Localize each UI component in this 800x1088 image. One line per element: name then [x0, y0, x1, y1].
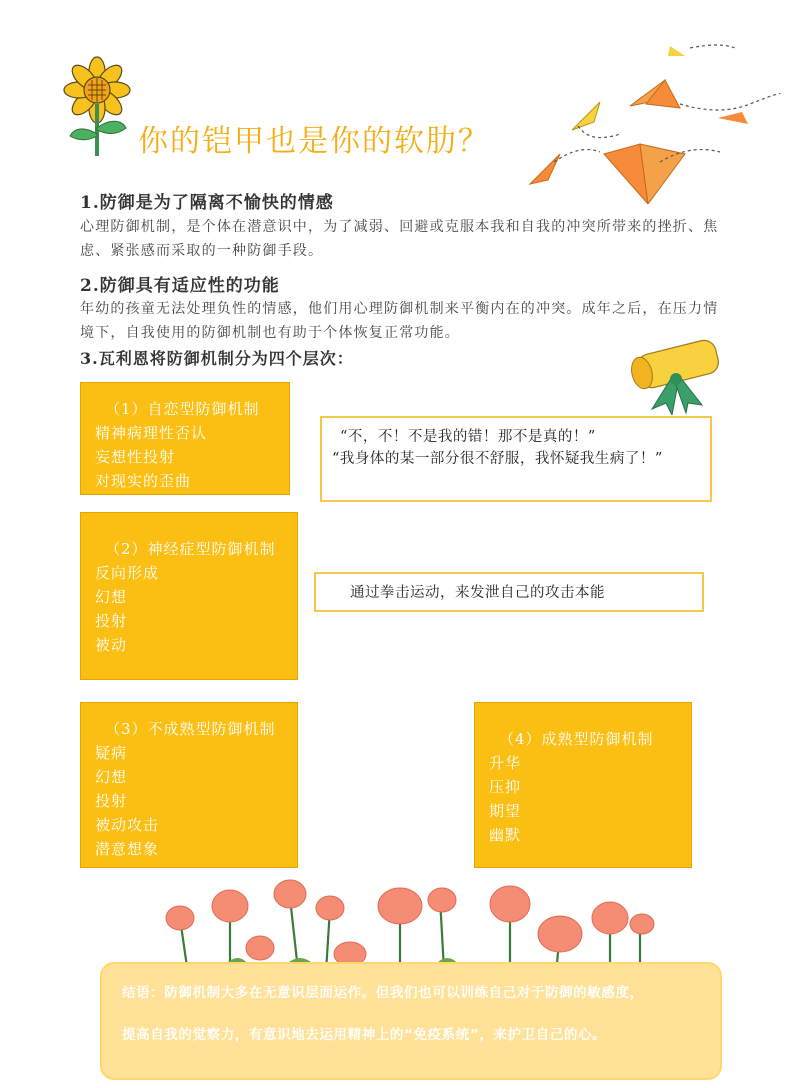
section-1-heading: 1.防御是为了隔离不愉快的情感: [80, 193, 334, 213]
level-item: 妄想性投射: [95, 448, 176, 466]
quote-line: “我身体的某一部分很不舒服，我怀疑我生病了！”: [332, 451, 663, 467]
level-item: 对现实的歪曲: [95, 472, 192, 490]
section-2-text: 年幼的孩童无法处理负性的情感，他们用心理防御机制来平衡内在的冲突。成年之后，在压力情境下，自我使用的防御机制也有助于个体恢复正常功能。: [80, 301, 719, 341]
level-item: 幽默: [489, 826, 522, 844]
level-title: （1）自恋型防御机制: [105, 400, 260, 418]
level-title: （4）成熟型防御机制: [499, 730, 654, 748]
quote-line: 通过拳击运动，来发泄自己的攻击本能: [350, 585, 605, 601]
level-item: 精神病理性否认: [95, 424, 208, 442]
level-title: （2）神经症型防御机制: [105, 540, 276, 558]
section-1-text: 心理防御机制，是个体在潜意识中，为了减弱、回避或克服本我和自我的冲突所带来的挫折、焦虑、紧张感而采取的一种防御手段。: [80, 219, 719, 259]
level-item: 升华: [489, 754, 522, 772]
page-title: 你的铠甲也是你的软肋？: [138, 124, 490, 159]
level-item: 潜意想象: [95, 840, 160, 858]
level-1-box: [80, 382, 290, 495]
quote-box-1: [320, 416, 712, 502]
level-item: 幻想: [95, 588, 128, 606]
conclusion-line-2: 提高自我的觉察力，有意识地去运用精神上的“免疫系统”，来护卫自己的心。: [122, 1027, 607, 1043]
quote-box-2: [314, 572, 704, 612]
level-item: 幻想: [95, 768, 128, 786]
scroll-icon: [628, 333, 728, 415]
level-item: 压抑: [489, 778, 522, 796]
level-item: 投射: [95, 792, 128, 810]
level-item: 疑病: [95, 744, 128, 762]
level-item: 反向形成: [95, 564, 160, 582]
level-2-box: [80, 512, 298, 680]
level-4-box: [474, 702, 692, 868]
paper-plane-icon: [520, 34, 790, 204]
level-item: 被动攻击: [95, 816, 160, 834]
level-item: 投射: [95, 612, 128, 630]
conclusion-box: [100, 962, 722, 1080]
sunflower-icon: [62, 56, 132, 160]
section-3-heading: 3.瓦利恩将防御机制分为四个层次：: [80, 349, 354, 368]
quote-line: “不，不！不是我的错！那不是真的！”: [340, 429, 596, 445]
level-item: 被动: [95, 636, 128, 654]
level-title: （3）不成熟型防御机制: [105, 720, 276, 738]
level-3-box: [80, 702, 298, 868]
level-item: 期望: [489, 802, 522, 820]
section-2-heading: 2.防御具有适应性的功能: [80, 276, 280, 296]
conclusion-line-1: 结语：防御机制大多在无意识层面运作。但我们也可以训练自己对于防御的敏感度，: [122, 985, 644, 1001]
